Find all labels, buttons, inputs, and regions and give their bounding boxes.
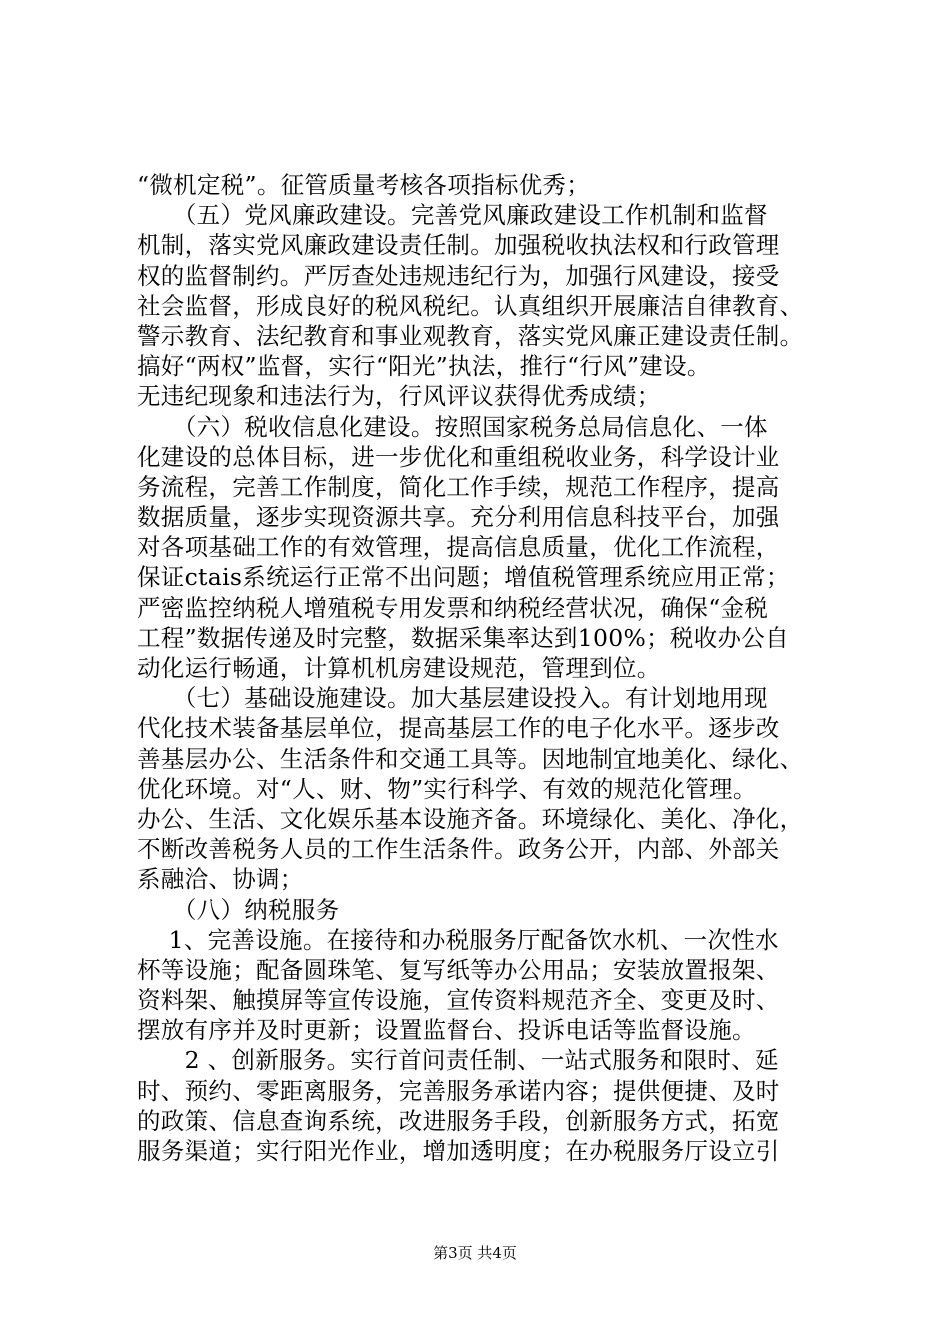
- text-line: 权的监督制约。严厉查处违规违纪行为，加强行风建设，接受: [137, 261, 780, 290]
- text-line: 2 、创新服务。实行首问责任制、一站式服务和限时、延: [137, 1046, 779, 1075]
- text-line: 摆放有序并及时更新；设置监督台、投诉电话等监督设施。: [137, 1016, 756, 1045]
- text-line: （七）基础设施建设。加大基层建设投入。有计划地用现: [137, 684, 768, 713]
- text-line: 务流程，完善工作制度，简化工作手续，规范工作程序，提高: [137, 472, 780, 501]
- text-line: 善基层办公、生活条件和交通工具等。因地制宜地美化、绿化、: [137, 744, 804, 773]
- text-line: 对各项基础工作的有效管理，提高信息质量，优化工作流程，: [137, 533, 780, 562]
- text-line: 工程”数据传递及时完整，数据采集率达到100%；税收办公自: [137, 623, 789, 652]
- text-line: 警示教育、法纪教育和事业观教育，落实党风廉正建设责任制。: [137, 321, 804, 350]
- text-line: 1、完善设施。在接待和办税服务厅配备饮水机、一次性水: [137, 925, 779, 954]
- text-line: （八）纳税服务: [137, 895, 340, 924]
- text-line: 办公、生活、文化娱乐基本设施齐备。环境绿化、美化、净化，: [137, 804, 804, 833]
- text-line: （六）税收信息化建设。按照国家税务总局信息化、一体: [137, 412, 768, 441]
- text-line: 不断改善税务人员的工作生活条件。政务公开，内部、外部关: [137, 835, 780, 864]
- text-line: 社会监督，形成良好的税风税纪。认真组织开展廉洁自律教育、: [137, 291, 804, 320]
- text-line: 系融洽、协调；: [137, 865, 304, 894]
- text-line: 化建设的总体目标，进一步优化和重组税收业务，科学设计业: [137, 442, 780, 471]
- text-line: （五）党风廉政建设。完善党风廉政建设工作机制和监督: [137, 201, 768, 230]
- document-body: [137, 170, 837, 1166]
- text-line: 时、预约、零距离服务，完善服务承诺内容；提供便捷、及时: [137, 1076, 780, 1105]
- text-line: 保证ctais系统运行正常不出问题；增值税管理系统应用正常；: [137, 563, 790, 592]
- text-line: 机制，落实党风廉政建设责任制。加强税收执法权和行政管理: [137, 231, 780, 260]
- text-line: 数据质量，逐步实现资源共享。充分利用信息科技平台，加强: [137, 503, 780, 532]
- text-line: 杯等设施；配备圆珠笔、复写纸等办公用品；安装放置报架、: [137, 955, 780, 984]
- text-line: 动化运行畅通，计算机机房建设规范，管理到位。: [137, 654, 661, 682]
- text-line: 的政策、信息查询系统，改进服务手段，创新服务方式，拓宽: [137, 1106, 780, 1135]
- text-line: 优化环境。对“人、财、物”实行科学、有效的规范化管理。: [137, 774, 757, 803]
- text-line: 搞好“两权”监督，实行“阳光”执法，推行“行风”建设。: [137, 352, 711, 381]
- text-line: 服务渠道；实行阳光作业，增加透明度；在办税服务厅设立引: [137, 1137, 780, 1165]
- text-line: “微机定税”。征管质量考核各项指标优秀；: [137, 171, 591, 199]
- text-line: 代化技术装备基层单位，提高基层工作的电子化水平。逐步改: [137, 714, 780, 743]
- text-line: 无违纪现象和违法行为，行风评议获得优秀成绩；: [137, 382, 661, 411]
- page-footer: 第3页 共4页: [433, 1244, 517, 1262]
- text-line: 严密监控纳税人增殖税专用发票和纳税经营状况，确保“金税: [137, 593, 769, 622]
- text-line: 资料架、触摸屏等宣传设施，宣传资料规范齐全、变更及时、: [137, 986, 780, 1015]
